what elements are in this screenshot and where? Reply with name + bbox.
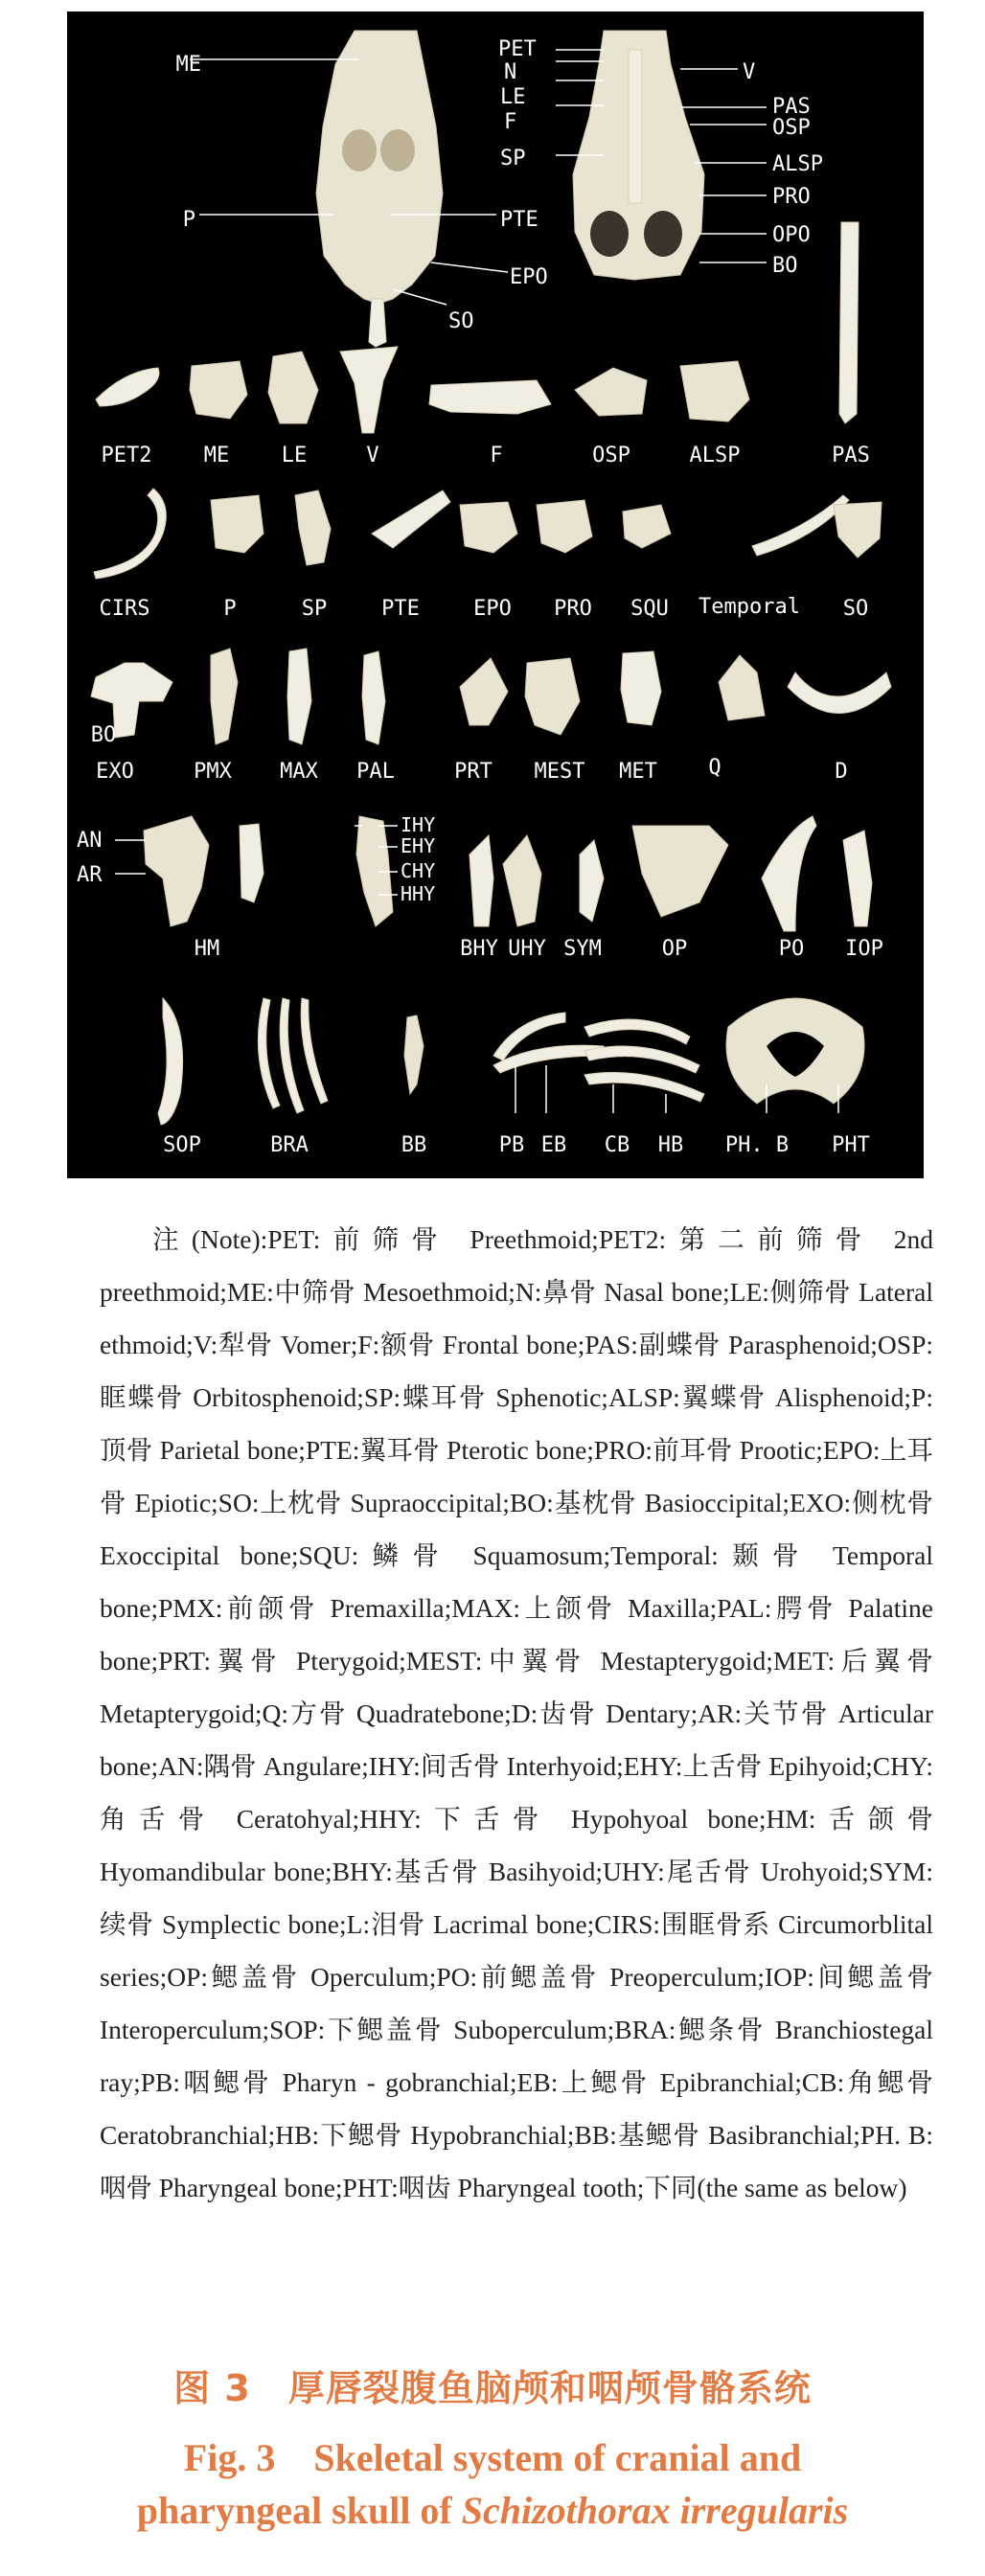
label-me: ME <box>175 53 201 77</box>
label-po: PO <box>778 937 805 961</box>
label-bo: BO <box>90 723 117 747</box>
skeleton-photo <box>67 11 924 1178</box>
label-ar: AR <box>77 863 103 887</box>
label-so: SO <box>448 309 474 333</box>
row5-bones <box>158 998 864 1125</box>
label-sym: SYM <box>563 937 602 961</box>
label-alsp: ALSP <box>772 152 823 176</box>
label-bo: BO <box>772 254 798 278</box>
label-pro: PRO <box>772 185 811 209</box>
label-cb: CB <box>604 1133 630 1157</box>
row3-bones <box>91 649 891 744</box>
label-cirs: CIRS <box>99 597 150 621</box>
label-pas: PAS <box>772 95 811 119</box>
label-squ: SQU <box>630 597 669 621</box>
label-pro: PRO <box>554 597 592 621</box>
row1-labels <box>102 444 870 467</box>
label-temporal: Temporal <box>699 595 800 619</box>
label-osp: OSP <box>772 116 811 140</box>
label-met: MET <box>619 760 657 784</box>
label-le: LE <box>500 85 526 109</box>
label-v: V <box>743 60 756 84</box>
label-chy: CHY <box>401 859 436 882</box>
label-ph-b: PH. B <box>724 1133 790 1157</box>
label-pht: PHT <box>832 1133 870 1157</box>
label-pet2: PET2 <box>101 444 152 467</box>
caption-chinese: 图 3 厚唇裂腹鱼脑颅和咽颅骨骼系统 <box>173 2367 812 2409</box>
label-hb: HB <box>657 1133 684 1157</box>
label-sp: SP <box>500 147 526 171</box>
label-d: D <box>835 760 848 784</box>
label-alsp: ALSP <box>689 444 741 467</box>
label-hm: HM <box>194 937 220 961</box>
label-pet: PET <box>498 37 537 61</box>
label-so: SO <box>842 597 869 621</box>
caption-english-prefix: pharyngeal skull of <box>136 2489 462 2532</box>
label-epo: EPO <box>473 597 512 621</box>
row5-labels <box>163 1133 870 1157</box>
row1-bones <box>96 347 749 433</box>
label-max: MAX <box>280 760 318 784</box>
label-pmx: PMX <box>194 760 232 784</box>
label-pte: PTE <box>381 597 420 621</box>
label-epo: EPO <box>510 265 548 289</box>
label-prt: PRT <box>454 760 492 784</box>
label-uhy: UHY <box>508 937 546 961</box>
caption-english-line1: Fig. 3 Skeletal system of cranial and <box>183 2436 802 2479</box>
label-pas: PAS <box>832 444 870 467</box>
caption-english-line2 <box>0 2488 985 2533</box>
label-p: P <box>182 208 195 232</box>
label-osp: OSP <box>592 444 630 467</box>
label-pte: PTE <box>500 208 538 232</box>
label-bb: BB <box>401 1133 427 1157</box>
row2-labels <box>100 595 869 621</box>
label-pal: PAL <box>356 760 395 784</box>
label-hhy: HHY <box>401 882 436 905</box>
skull-dorsal-view <box>316 31 443 347</box>
label-iop: IOP <box>845 937 883 961</box>
label-me: ME <box>203 444 230 467</box>
label-pb: PB <box>498 1133 525 1157</box>
label-sop: SOP <box>163 1133 201 1157</box>
label-le: LE <box>281 444 308 467</box>
row2-bones <box>94 489 882 579</box>
label-opo: OPO <box>772 223 811 247</box>
label-ehy: EHY <box>401 834 436 857</box>
label-op: OP <box>661 937 688 961</box>
label-exo: EXO <box>96 760 134 784</box>
label-bhy: BHY <box>460 937 498 961</box>
label-n: N <box>504 60 517 84</box>
label-an: AN <box>77 829 103 853</box>
label-sp: SP <box>301 597 328 621</box>
figure-note: 注(Note):PET:前筛骨 Preethmoid;PET2:第二前筛骨 2nd preethmoid;ME:中筛骨 Mesoethmoid;N:鼻骨 Nasal bone;LE:侧筛骨 Lateral ethmoid;V:犁骨 Vomer;F:额骨 Frontal bone;PAS:副蝶骨 Parasphenoid;OSP:眶蝶骨 Orbitosphenoid;SP:蝶耳骨 Sphenotic;ALSP:翼蝶骨 Alisphenoid;P:顶骨 Parietal bone;PTE:翼耳骨 Pterotic bone;PRO:前耳骨 Prootic;EPO:上耳骨 Epiotic;SO:上枕骨 Supraoccipital;BO:基枕骨 Basioccipital;EXO:侧枕骨 Exoccipital bone;SQU:鳞骨 Squamosum;Temporal:颞骨 Temporal bone;PMX:前颌骨 Premaxilla;MAX:上颌骨 Maxilla;PAL:腭骨 Palatine bone;PRT:翼骨 Pterygoid;MEST:中翼骨 Mestapterygoid;MET:后翼骨 Metapterygoid;Q:方骨 Quadratebone;D:齿骨 Dentary;AR:关节骨 Articular bone;AN:隅骨 Angulare;IHY:间舌骨 Interhyoid;EHY:上舌骨 Epihyoid;CHY:角舌骨 Ceratohyal;HHY:下舌骨 Hypohyoal bone;HM:舌颌骨 Hyomandibular bone;BHY:基舌骨 Basihyoid;UHY:尾舌骨 Urohyoid;SYM:续骨 Symplectic bone;L:泪骨 Lacrimal bone;CIRS:围眶骨系 Circumorblital series;OP:鳃盖骨 Operculum;PO:前鳃盖骨 Preoperculum;IOP:间鳃盖骨 Interoperculum;SOP:下鳃盖骨 Suboperculum;BRA:鳃条骨 Branchiostegal ray;PB:咽鳃骨 Pharyn - gobranchial;EB:上鳃骨 Epibranchial;CB:角鳃骨 Ceratobranchial;HB:下鳃骨 Hypobranchial;BB:基鳃骨 Basibranchial;PH. B:咽骨 Pharyngeal bone;PHT:咽齿 Pharyngeal tooth;下同(the same as below) <box>100 1223 933 2202</box>
label-eb: EB <box>540 1133 567 1157</box>
label-bra: BRA <box>270 1133 309 1157</box>
label-q: Q <box>708 756 722 780</box>
label-v: V <box>366 444 379 467</box>
label-f: F <box>490 444 503 467</box>
caption-species-name: Schizothorax irregularis <box>461 2489 849 2532</box>
row4-bones <box>144 816 872 931</box>
label-f: F <box>504 110 517 134</box>
row3-labels <box>91 723 848 784</box>
label-mest: MEST <box>534 760 585 784</box>
skull-labels <box>176 37 823 333</box>
label-p: P <box>223 597 237 621</box>
label-ihy: IHY <box>401 813 436 836</box>
skeleton-figure <box>67 11 924 1178</box>
